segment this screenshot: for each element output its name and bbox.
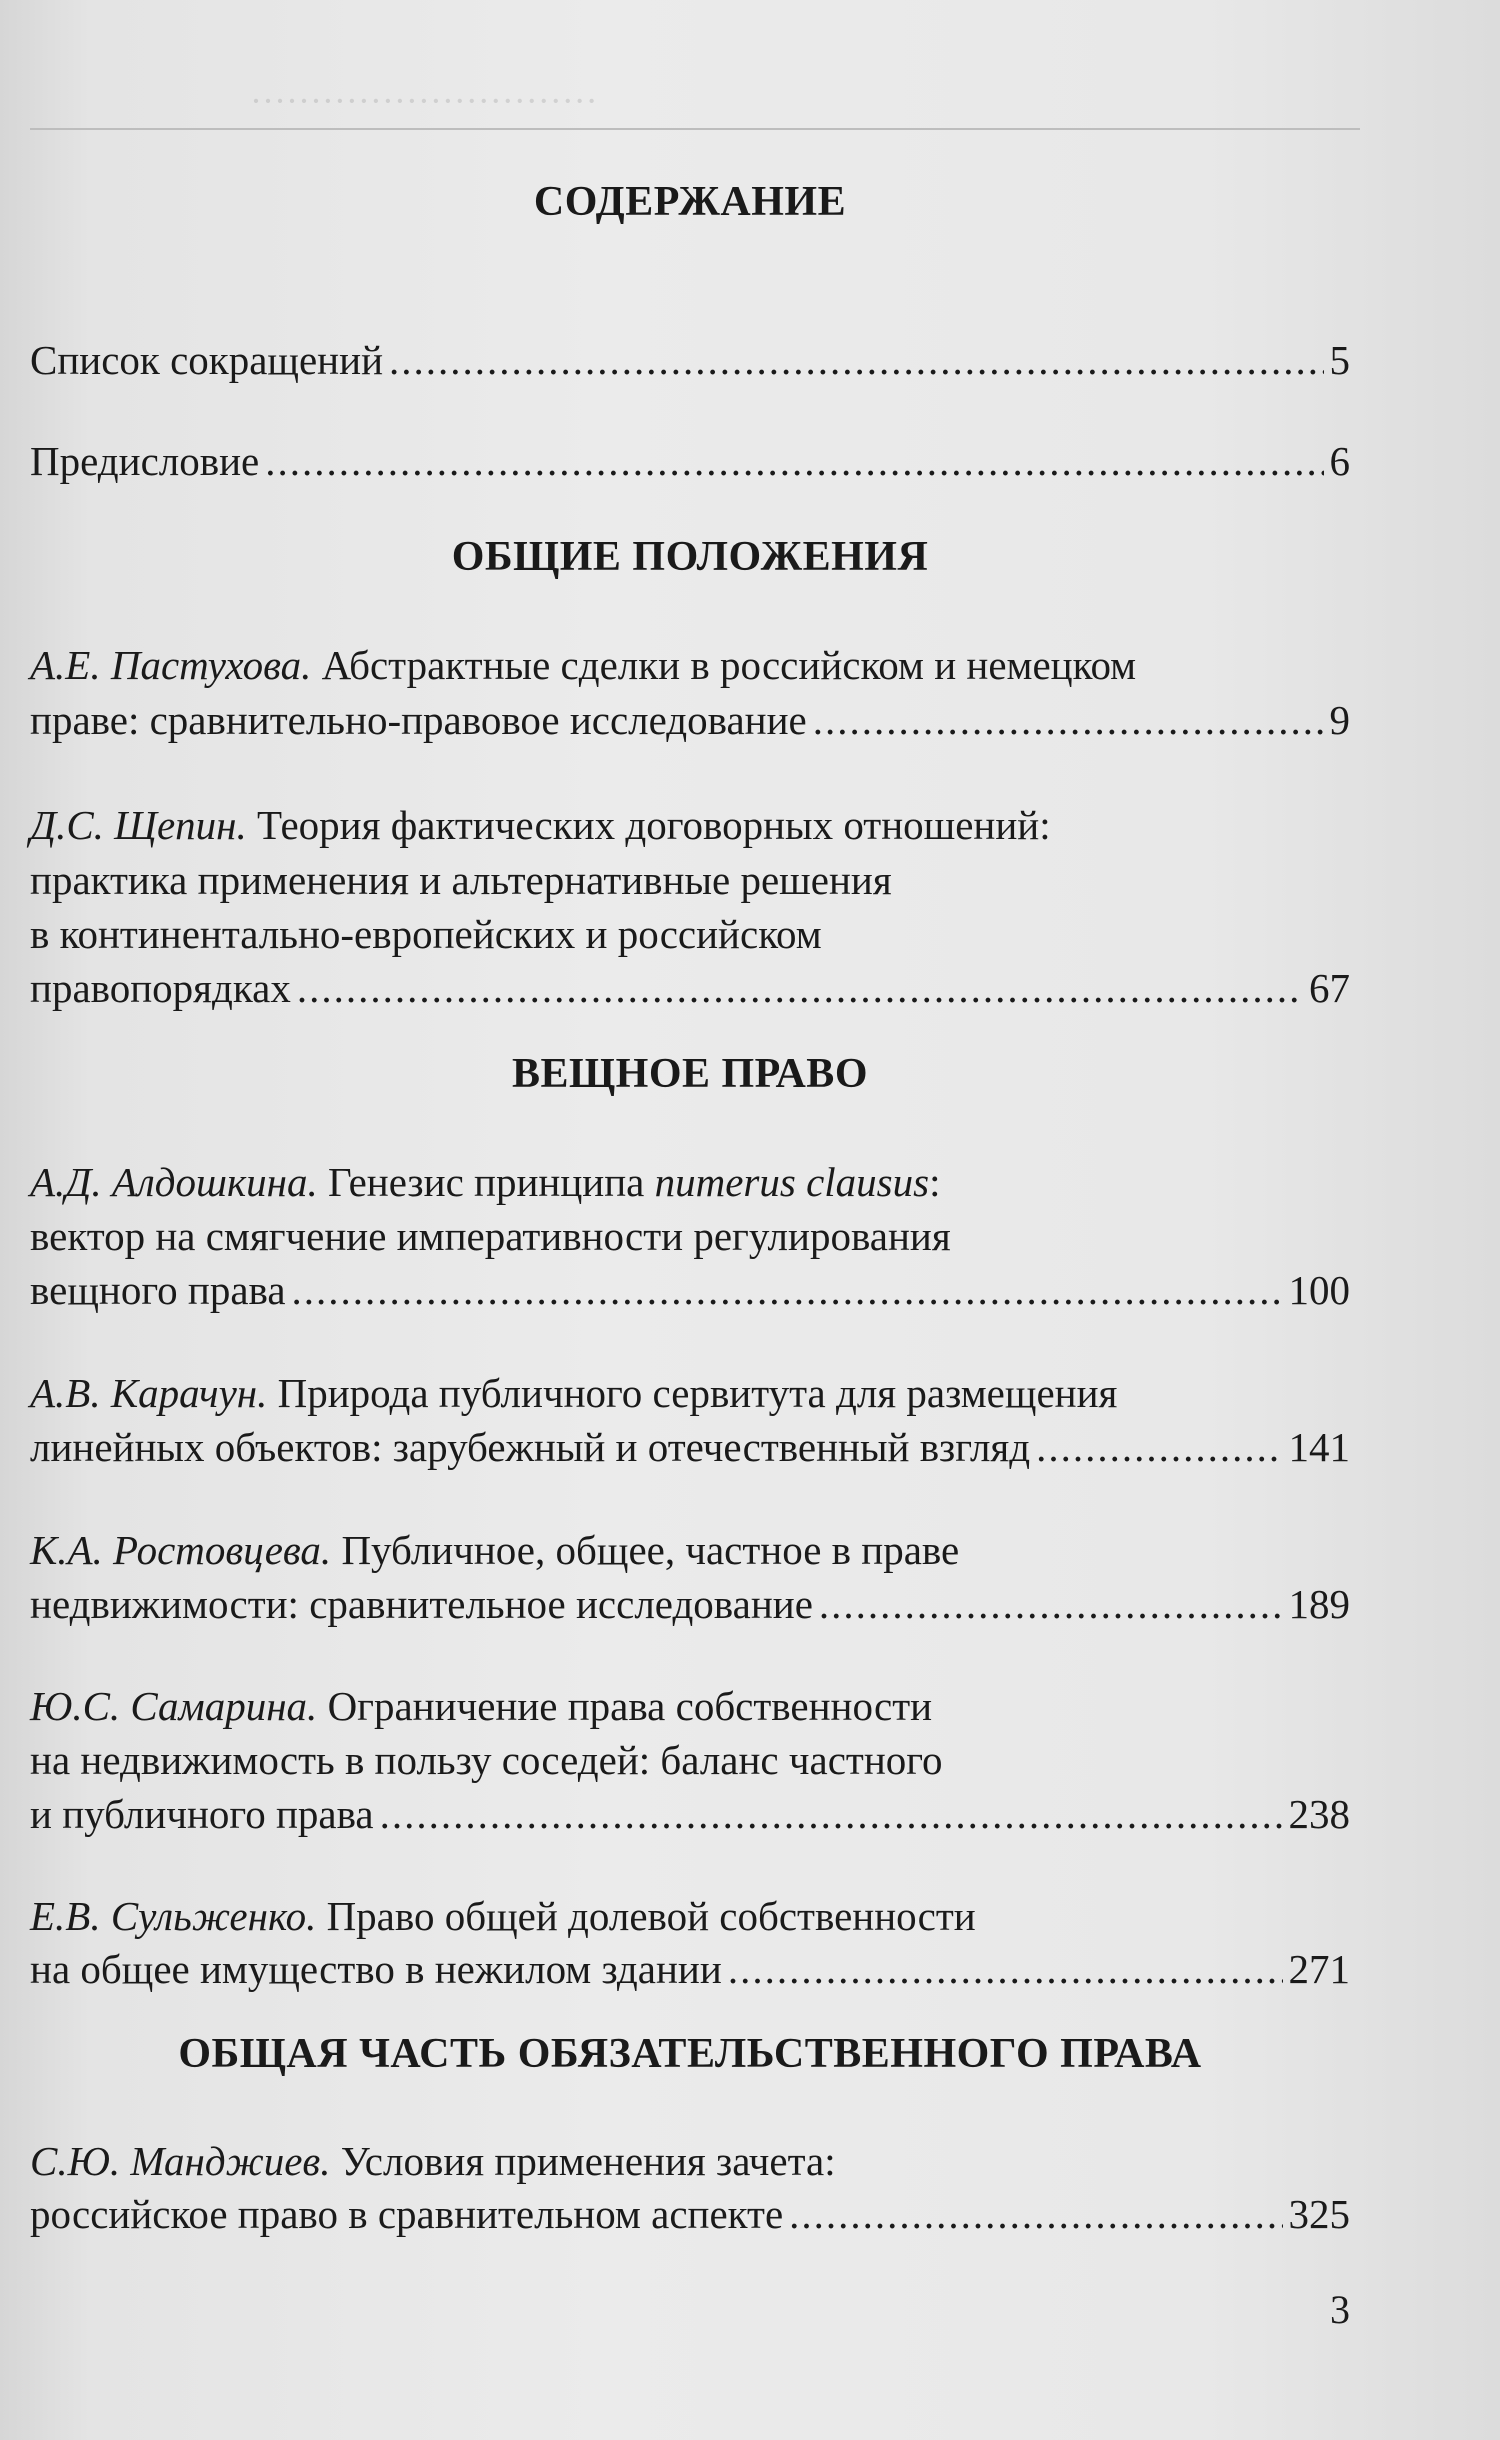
toc-entry-line[interactable] xyxy=(30,852,1350,908)
entry-title: Природа публичного сервитута для размещения xyxy=(277,1370,1118,1416)
toc-entry-abbreviations[interactable] xyxy=(30,332,1350,388)
toc-entry-page: 325 xyxy=(1288,2191,1350,2237)
toc-dot-leader xyxy=(380,1786,1283,1842)
toc-dot-leader xyxy=(789,2186,1282,2242)
toc-entry-page: 67 xyxy=(1309,965,1350,1011)
entry-title: вектор на смягчение императивности регулирования xyxy=(30,1213,951,1259)
page-number: 3 xyxy=(1330,2287,1350,2332)
page-title: СОДЕРЖАНИЕ xyxy=(533,179,847,225)
entry-title: Право общей долевой собственности xyxy=(326,1893,976,1939)
entry-title: Ограничение права собственности xyxy=(327,1683,933,1729)
toc-entry-page: 5 xyxy=(1329,337,1350,383)
entry-author: А.В. Карачун. xyxy=(30,1370,278,1416)
toc-entry-line[interactable] xyxy=(30,1522,1350,1578)
toc-entry-line[interactable] xyxy=(30,960,1350,1016)
toc-entry-line[interactable] xyxy=(30,2133,1350,2189)
entry-author: А.Е. Пастухова. xyxy=(30,642,322,688)
entry-author: Д.С. Щепин. xyxy=(30,802,257,848)
entry-author: Ю.С. Самарина. xyxy=(30,1683,328,1729)
entry-colon: : xyxy=(929,1159,941,1205)
toc-dot-leader xyxy=(819,1576,1283,1632)
toc-entry-page: 100 xyxy=(1288,1267,1350,1313)
entry-title: в континентально-европейских и российском xyxy=(30,911,822,957)
section-heading-obligations: ОБЩАЯ ЧАСТЬ ОБЯЗАТЕЛЬСТВЕННОГО ПРАВА xyxy=(178,2031,1202,2077)
toc-entry-page: 189 xyxy=(1288,1581,1350,1627)
toc-entry-page: 6 xyxy=(1329,438,1350,484)
entry-title: вещного права xyxy=(30,1267,286,1313)
toc-entry-line[interactable] xyxy=(30,1732,1350,1788)
toc-entry-page: 141 xyxy=(1288,1424,1350,1470)
entry-latin-term: numerus clausus xyxy=(654,1159,930,1205)
entry-author: К.А. Ростовцева. xyxy=(30,1527,342,1573)
entry-title: практика применения и альтернативные решения xyxy=(30,857,892,903)
entry-title: недвижимости: сравнительное исследование xyxy=(30,1581,813,1627)
bleed-through-text: ····························· xyxy=(250,81,598,121)
toc-entry-line[interactable] xyxy=(30,692,1350,748)
toc-entry-line[interactable] xyxy=(30,1419,1350,1475)
toc-entry-line[interactable] xyxy=(30,1262,1350,1318)
toc-entry-line[interactable] xyxy=(30,1208,1350,1264)
entry-title: Публичное, общее, частное в праве xyxy=(341,1527,960,1573)
entry-author: Е.В. Сульженко. xyxy=(30,1893,327,1939)
entry-author: С.Ю. Манджиев. xyxy=(30,2138,341,2184)
entry-author: А.Д. Алдошкина. xyxy=(30,1159,329,1205)
entry-title: российское право в сравнительном аспекте xyxy=(30,2191,784,2237)
toc-entry-label: Предисловие xyxy=(30,438,260,484)
toc-dot-leader xyxy=(297,960,1303,1016)
toc-dot-leader xyxy=(1036,1419,1282,1475)
entry-title: на общее имущество в нежилом здании xyxy=(30,1946,722,1992)
toc-entry-preface[interactable] xyxy=(30,433,1350,489)
toc-entry-page: 9 xyxy=(1329,697,1350,743)
header-rule xyxy=(30,128,1360,130)
toc-entry-line[interactable] xyxy=(30,1154,1350,1210)
entry-title: Абстрактные сделки в российском и немецком xyxy=(321,642,1137,688)
toc-entry-line[interactable] xyxy=(30,1678,1350,1734)
toc-entry-line[interactable] xyxy=(30,2186,1350,2242)
toc-dot-leader xyxy=(813,692,1324,748)
toc-entry-line[interactable] xyxy=(30,1365,1350,1421)
toc-entry-line[interactable] xyxy=(30,1576,1350,1632)
toc-entry-line[interactable] xyxy=(30,906,1350,962)
toc-dot-leader xyxy=(389,332,1323,388)
entry-title: правопорядках xyxy=(30,965,291,1011)
entry-title: Условия применения зачета: xyxy=(340,2138,836,2184)
section-heading-property-law: ВЕЩНОЕ ПРАВО xyxy=(512,1051,868,1097)
toc-entry-line[interactable] xyxy=(30,797,1350,853)
toc-entry-line[interactable] xyxy=(30,1888,1350,1944)
toc-entry-line[interactable] xyxy=(30,1786,1350,1842)
toc-entry-label: Список сокращений xyxy=(30,337,384,383)
entry-title: и публичного права xyxy=(30,1791,374,1837)
entry-title: праве: сравнительно-правовое исследование xyxy=(30,697,807,743)
toc-dot-leader xyxy=(292,1262,1283,1318)
entry-title: на недвижимость в пользу соседей: баланс частного xyxy=(30,1737,943,1783)
entry-title: линейных объектов: зарубежный и отечественный взгляд xyxy=(30,1424,1031,1470)
section-heading-general: ОБЩИЕ ПОЛОЖЕНИЯ xyxy=(451,534,929,580)
toc-entry-line[interactable] xyxy=(30,1941,1350,1997)
toc-dot-leader xyxy=(265,433,1323,489)
toc-entry-line[interactable] xyxy=(30,637,1350,693)
toc-entry-page: 238 xyxy=(1288,1791,1350,1837)
toc-entry-page: 271 xyxy=(1288,1946,1350,1992)
entry-title: Теория фактических договорных отношений: xyxy=(256,802,1051,848)
entry-title: Генезис принципа xyxy=(328,1159,645,1205)
toc-dot-leader xyxy=(728,1941,1283,1997)
